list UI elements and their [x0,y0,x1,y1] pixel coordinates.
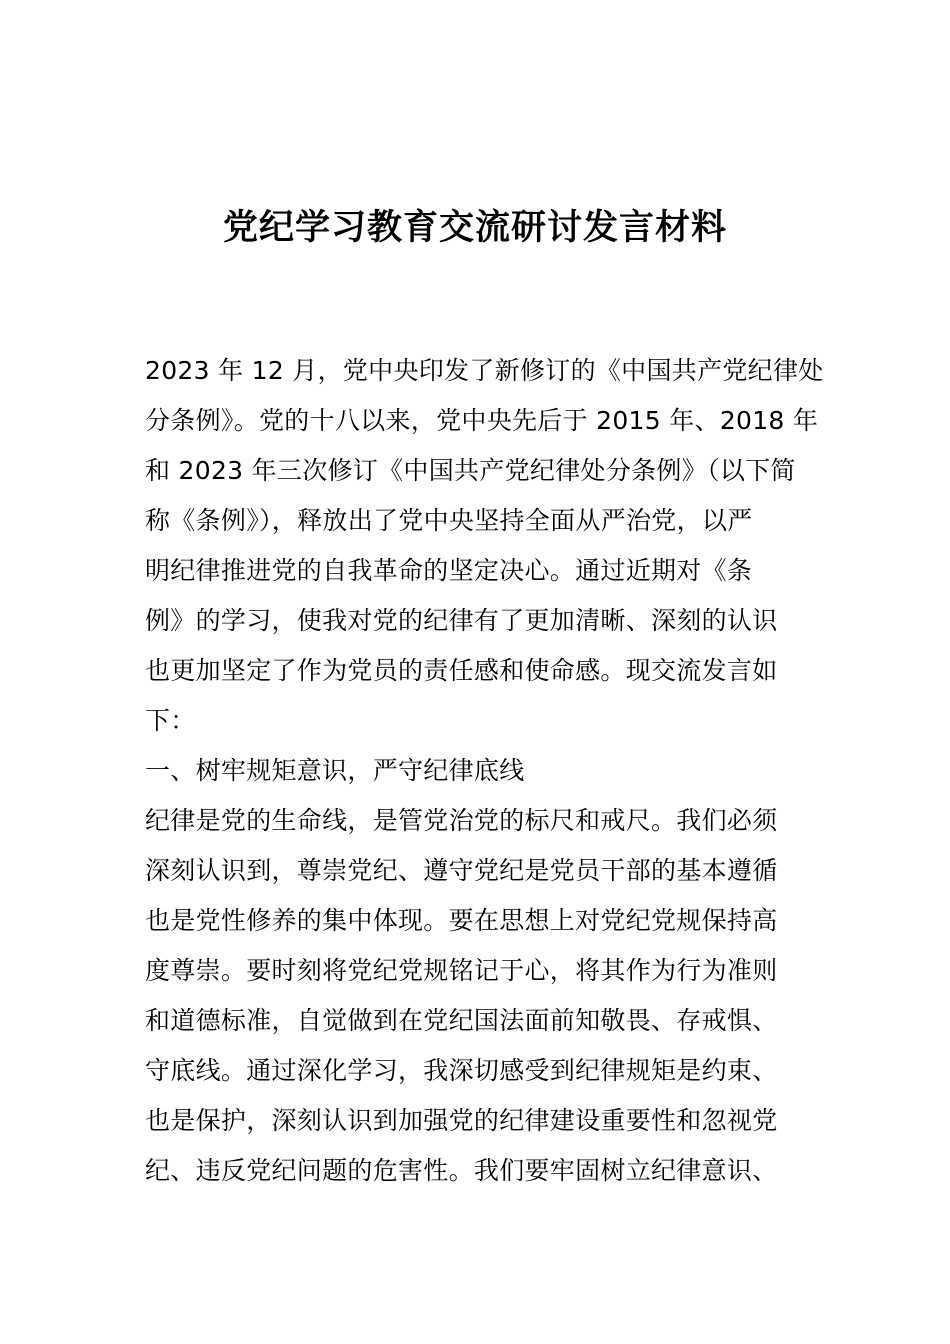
body-line: 和 2023 年三次修订《中国共产党纪律处分条例》（以下简 [145,456,796,485]
body-line: 明纪律推进党的自我革命的坚定决心。通过近期对《条 [145,556,753,585]
body-line: 2023 年 12 月，党中央印发了新修订的《中国共产党纪律处 [145,356,824,385]
body-line: 也更加坚定了作为党员的责任感和使命感。现交流发言如 [145,656,778,685]
body-line: 和道德标准，自觉做到在党纪国法面前知敬畏、存戒惧、 [145,1006,778,1035]
body-line: 度尊崇。要时刻将党纪党规铭记于心，将其作为行为准则 [145,956,778,985]
section-heading: 一、树牢规矩意识，严守纪律底线 [145,756,525,785]
body-line: 纪律是党的生命线，是管党治党的标尺和戒尺。我们必须 [145,806,778,835]
body-line: 纪、违反党纪问题的危害性。我们要牢固树立纪律意识、 [145,1156,778,1185]
body-line: 称《条例》），释放出了党中央坚持全面从严治党，以严 [145,506,753,535]
body-line: 分条例》。党的十八以来，党中央先后于 2015 年、2018 年 [145,406,819,435]
document-title: 党纪学习教育交流研讨发言材料 [222,208,727,248]
body-line: 例》的学习，使我对党的纪律有了更加清晰、深刻的认识 [145,606,778,635]
body-line: 下： [145,706,196,735]
body-line: 也是保护，深刻认识到加强党的纪律建设重要性和忽视党 [145,1106,778,1135]
body-line: 也是党性修养的集中体现。要在思想上对党纪党规保持高 [145,906,778,935]
document-body [145,346,824,1196]
body-line: 守底线。通过深化学习，我深切感受到纪律规矩是约束、 [145,1056,778,1085]
body-line: 深刻认识到，尊崇党纪、遵守党纪是党员干部的基本遵循 [145,856,778,885]
